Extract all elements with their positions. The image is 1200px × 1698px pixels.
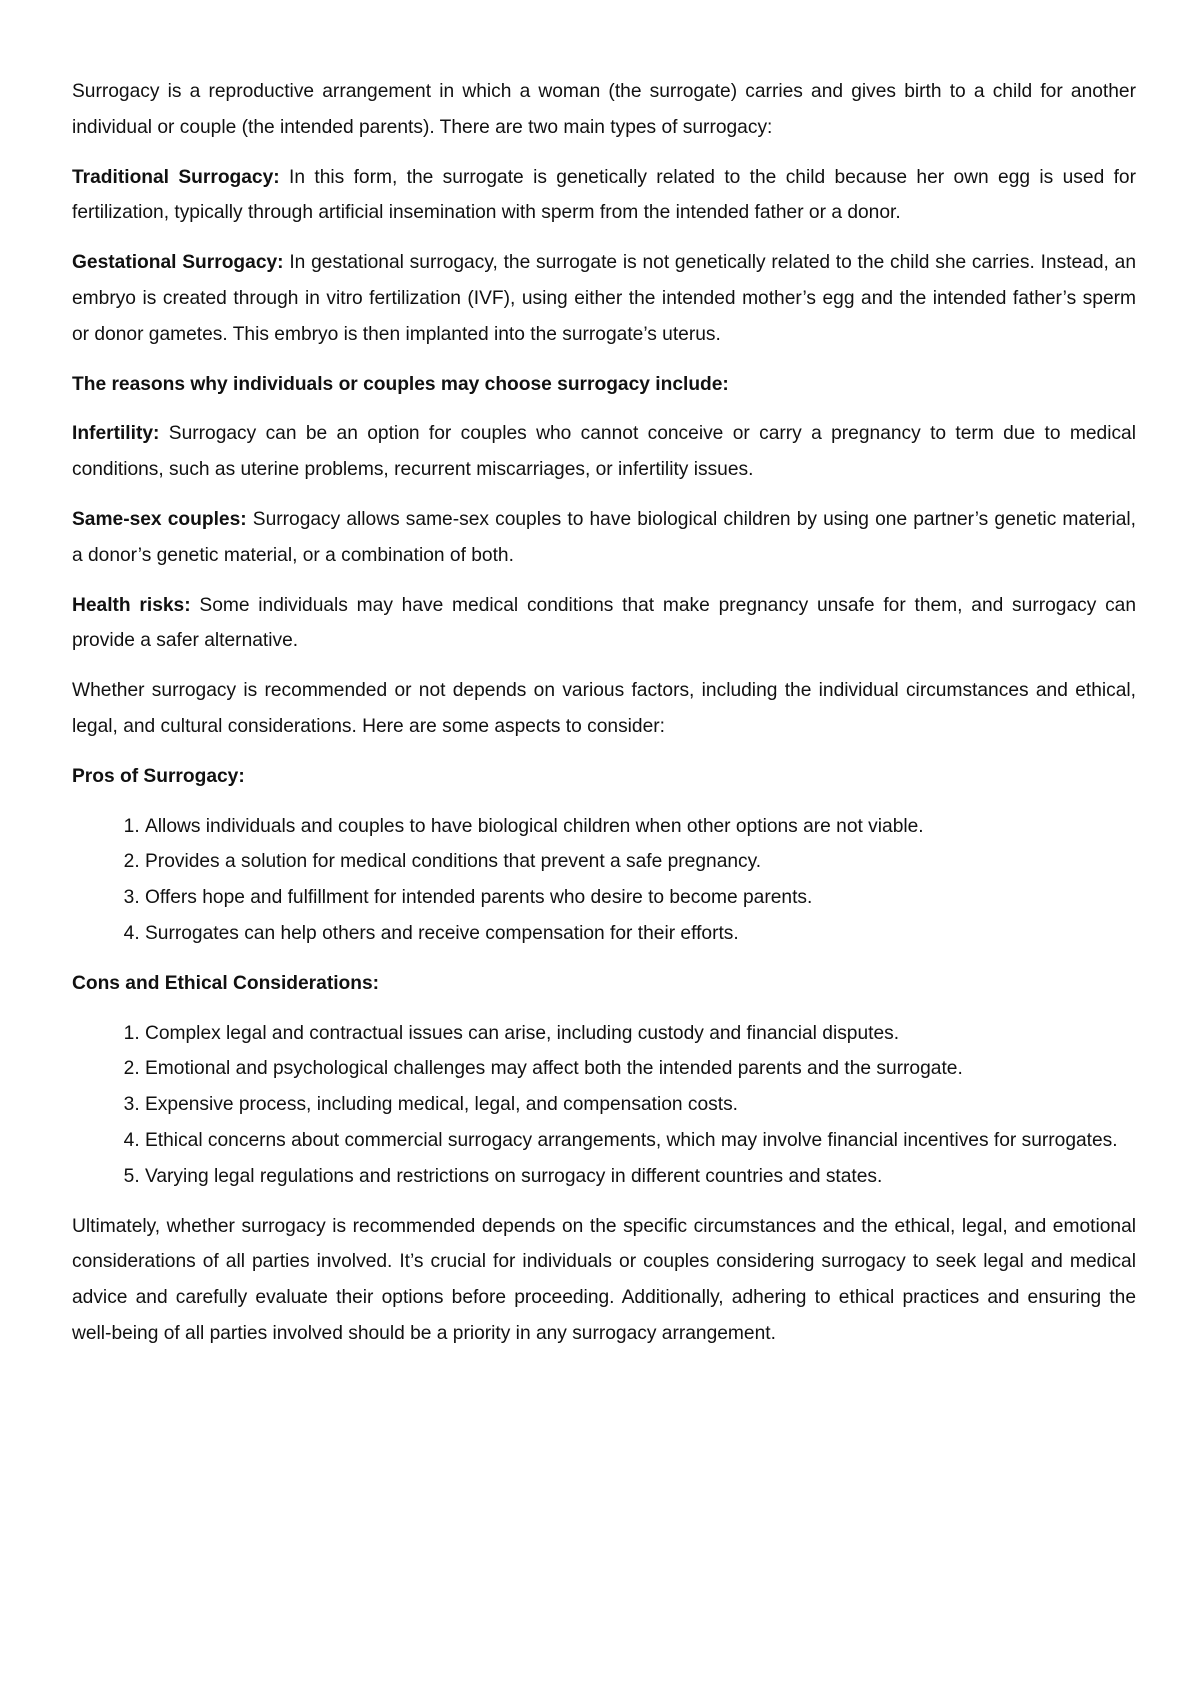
cons-list-item: 5. Varying legal regulations and restrictions on surrogacy in different countries and states. bbox=[145, 1159, 1136, 1195]
gestational-surrogacy-text: In gestational surrogacy, the surrogate is not genetically related to the child she carries. Instead, an embryo is created through in vitro fertilization (IVF), using either the intended mother’s egg and the intended father’s sperm or donor gametes. This embryo is then implanted into the surrogate’s uterus. bbox=[72, 252, 1136, 345]
health-risks-term: Health risks: bbox=[72, 594, 191, 616]
cons-heading: Cons and Ethical Considerations: bbox=[72, 972, 380, 994]
infertility-paragraph bbox=[72, 416, 1136, 488]
conclusion-paragraph: Ultimately, whether surrogacy is recommended depends on the specific circumstances and the ethical, legal, and emotional considerations of all parties involved. It’s crucial for individuals or couples considering surrogacy to seek legal and medical advice and carefully evaluate their options before proceeding. Additionally, adhering to ethical practices and ensuring the well-being of all parties involved should be a priority in any surrogacy arrangement. bbox=[72, 1215, 1136, 1344]
same-sex-couples-term: Same-sex couples: bbox=[72, 508, 247, 530]
same-sex-couples-paragraph bbox=[72, 502, 1136, 574]
factors-paragraph: Whether surrogacy is recommended or not depends on various factors, including the individual circumstances and ethical, legal, and cultural considerations. Here are some aspects to consider: bbox=[72, 680, 1136, 737]
health-risks-text: Some individuals may have medical conditions that make pregnancy unsafe for them, and surrogacy can provide a safer alternative. bbox=[72, 594, 1137, 652]
health-risks-paragraph bbox=[72, 588, 1136, 660]
pros-list bbox=[72, 809, 1136, 952]
cons-list-item: 4. Ethical concerns about commercial surrogacy arrangements, which may involve financial incentives for surrogates. bbox=[145, 1123, 1136, 1159]
pros-list-item: 2. Provides a solution for medical conditions that prevent a safe pregnancy. bbox=[145, 844, 1136, 880]
cons-list-item: 3. Expensive process, including medical, legal, and compensation costs. bbox=[145, 1087, 1136, 1123]
pros-list-item: 1. Allows individuals and couples to have biological children when other options are not viable. bbox=[145, 809, 1136, 845]
gestational-surrogacy-paragraph bbox=[72, 245, 1136, 352]
same-sex-couples-text: Surrogacy allows same-sex couples to have biological children by using one partner’s genetic material, a donor’s genetic material, or a combination of both. bbox=[72, 508, 1136, 566]
cons-list-item: 2. Emotional and psychological challenges may affect both the intended parents and the surrogate. bbox=[145, 1051, 1136, 1087]
infertility-term: Infertility: bbox=[72, 423, 160, 445]
pros-heading: Pros of Surrogacy: bbox=[72, 765, 245, 787]
pros-list-item: 3. Offers hope and fulfillment for intended parents who desire to become parents. bbox=[145, 880, 1136, 916]
intro-paragraph: Surrogacy is a reproductive arrangement in which a woman (the surrogate) carries and gives birth to a child for another individual or couple (the intended parents). There are two main types of surrogacy: bbox=[72, 81, 1136, 138]
cons-list-item: 1. Complex legal and contractual issues can arise, including custody and financial disputes. bbox=[145, 1016, 1136, 1052]
gestational-surrogacy-term: Gestational Surrogacy: bbox=[72, 252, 284, 274]
infertility-text: Surrogacy can be an option for couples who cannot conceive or carry a pregnancy to term due to medical conditions, such as uterine problems, recurrent miscarriages, or infertility issues. bbox=[72, 423, 1136, 481]
traditional-surrogacy-paragraph bbox=[72, 160, 1136, 232]
traditional-surrogacy-term: Traditional Surrogacy: bbox=[72, 166, 280, 188]
pros-list-item: 4. Surrogates can help others and receive compensation for their efforts. bbox=[145, 916, 1136, 952]
traditional-surrogacy-text: In this form, the surrogate is genetically related to the child because her own egg is used for fertilization, typically through artificial insemination with sperm from the intended father or a donor. bbox=[72, 166, 1136, 224]
cons-list bbox=[72, 1016, 1136, 1195]
reasons-heading: The reasons why individuals or couples may choose surrogacy include: bbox=[72, 373, 729, 395]
